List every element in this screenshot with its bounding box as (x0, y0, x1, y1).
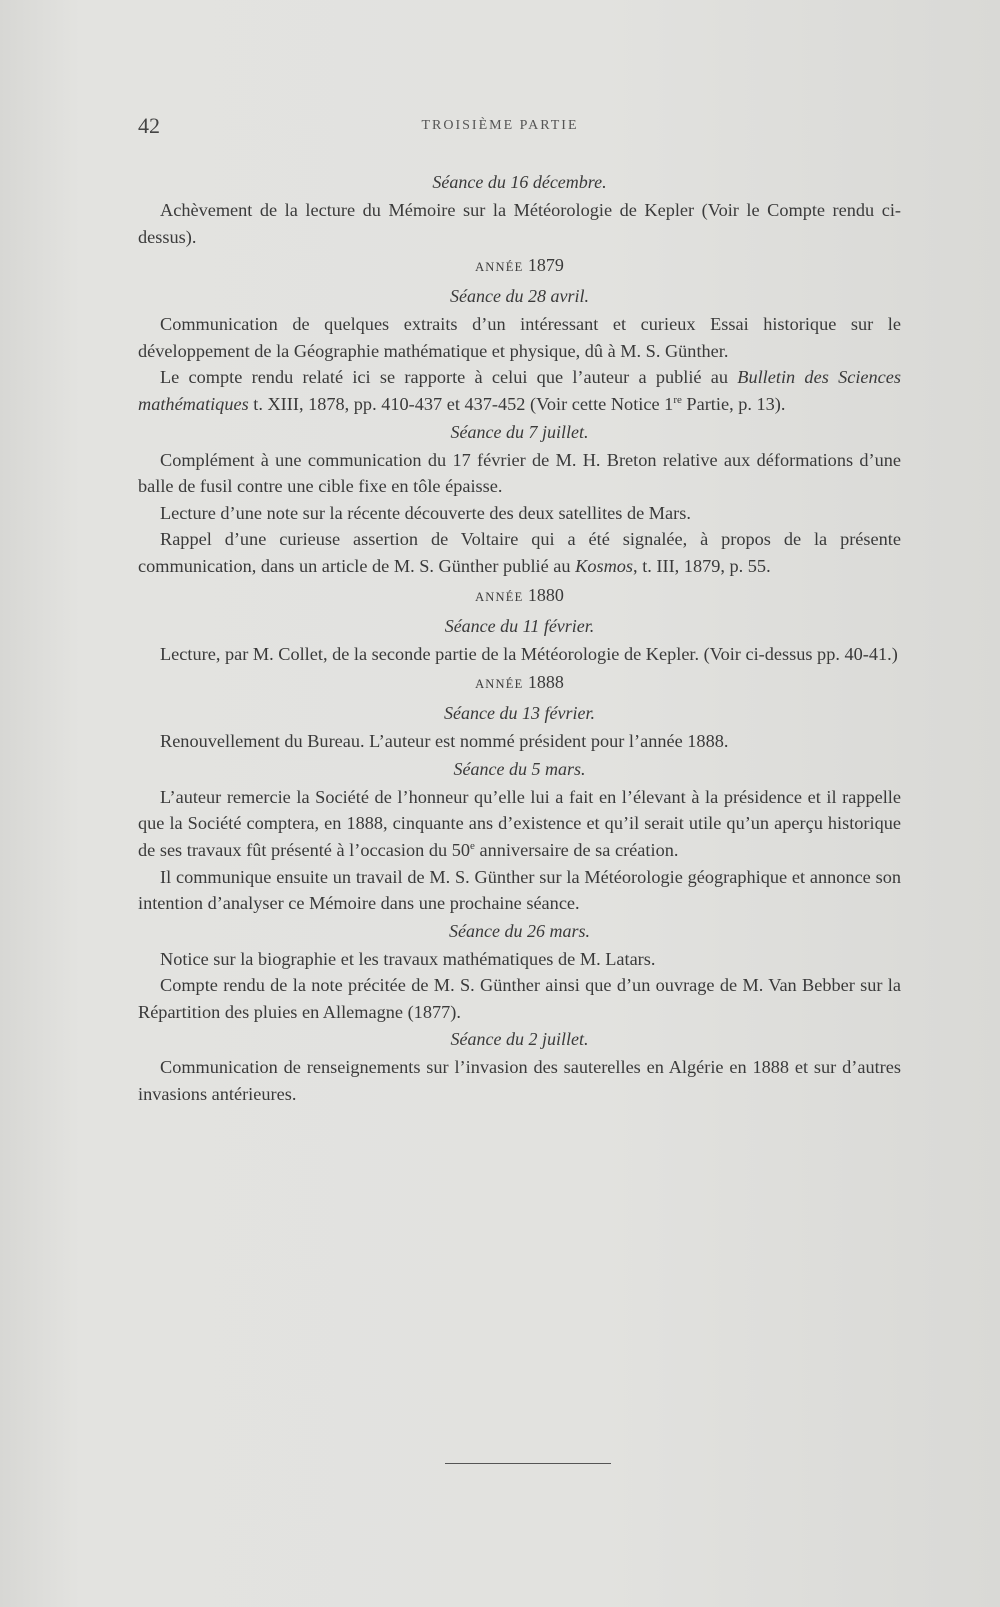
year-heading (138, 667, 901, 699)
paragraph: Communication de renseignements sur l’invasion des sauterelles en Algérie en 1888 et sur d’autres invasions antérieures. (138, 1057, 901, 1105)
paragraph: Compte rendu de la note précitée de M. S. Günther ainsi que d’un ouvrage de M. Van Bebber sur la Répartition des pluies en Allemagne (1877). (138, 975, 901, 1022)
paragraph-text: Le compte rendu relaté ici se rapporte à celui que l’auteur a publié au (160, 367, 738, 388)
year-heading-year: 1879 (527, 255, 564, 276)
running-head: TROISIÈME PARTIE (421, 118, 579, 133)
seance-heading: Séance du 13 février. (444, 703, 595, 724)
paragraph (138, 526, 901, 579)
journal-title: Bulletin des Sciences mathématiques (138, 367, 901, 414)
journal-title: Kosmos (575, 555, 634, 576)
seance-heading: Séance du 26 mars. (449, 920, 590, 941)
year-heading-label: ANNÉE (475, 589, 524, 604)
paragraph: Renouvellement du Bureau. L’auteur est nommé président pour l’année 1888. (160, 731, 729, 752)
paragraph-text: t. XIII, 1878, pp. 410-437 et 437-452 (Voir cette Notice 1 (248, 393, 674, 414)
paragraph: Complément à une communication du 17 février de M. H. Breton relative aux déformations d’une balle de fusil contre une cible fixe en tôle épaisse. (138, 449, 901, 497)
paragraph-text: , t. III, 1879, p. 55. (633, 555, 771, 576)
seance-heading: Séance du 2 juillet. (450, 1029, 589, 1050)
paragraph-text: Rappel d’une curieuse assertion de Voltaire qui a été signalée, à propos de la présente communication, dans un article de M. S. Günther publié au (138, 529, 901, 576)
closing-rule (445, 1463, 611, 1464)
paragraph: Lecture d’une note sur la récente découverte des deux satellites de Mars. (160, 502, 691, 523)
year-heading-year: 1888 (527, 672, 564, 693)
seance-heading: Séance du 16 décembre. (432, 172, 607, 192)
year-heading (138, 580, 901, 612)
paragraph-text: anniversaire de sa création. (474, 839, 679, 860)
paragraph: Il communique ensuite un travail de M. S. Günther sur la Météorologie géographique et annonce son intention d’analyser ce Mémoire dans une prochaine séance. (138, 866, 901, 914)
year-heading-label: ANNÉE (475, 260, 524, 275)
seance-heading: Séance du 7 juillet. (450, 421, 589, 442)
paragraph: Lecture, par M. Collet, de la seconde partie de la Météorologie de Kepler. (Voir ci-dessus pp. 40-41.) (160, 643, 898, 664)
paragraph (138, 784, 901, 864)
superscript: e (470, 839, 475, 852)
seance-heading: Séance du 5 mars. (453, 758, 586, 779)
year-heading (138, 250, 901, 282)
seance-heading: Séance du 28 avril. (450, 286, 589, 307)
paragraph-text: Partie, p. 13). (681, 393, 786, 414)
superscript: re (673, 393, 682, 406)
paragraph: Communication de quelques extraits d’un intéressant et curieux Essai historique sur le développement de la Géographie mathématique et physique, dû à M. S. Günther. (138, 314, 901, 361)
seance-heading: Séance du 11 février. (444, 615, 595, 636)
page-number: 42 (138, 113, 160, 138)
paragraph: Notice sur la biographie et les travaux mathématiques de M. Latars. (160, 948, 656, 969)
paragraph-text: L’auteur remercie la Société de l’honneur qu’elle lui a fait en l’élevant à la présidence et il rappelle que la Société comptera, en 1888, cinquante ans d’existence et qu’il serait utile qu’un aperçu historique de ses travaux fût présenté à l’occasion du 50 (138, 786, 901, 860)
year-heading-year: 1880 (527, 584, 564, 605)
paragraph: Achèvement de la lecture du Mémoire sur la Météorologie de Kepler (Voir le Compte rendu ci-dessus). (138, 200, 901, 247)
year-heading-label: ANNÉE (475, 677, 524, 692)
paragraph (138, 364, 901, 417)
page-body (138, 168, 901, 1108)
